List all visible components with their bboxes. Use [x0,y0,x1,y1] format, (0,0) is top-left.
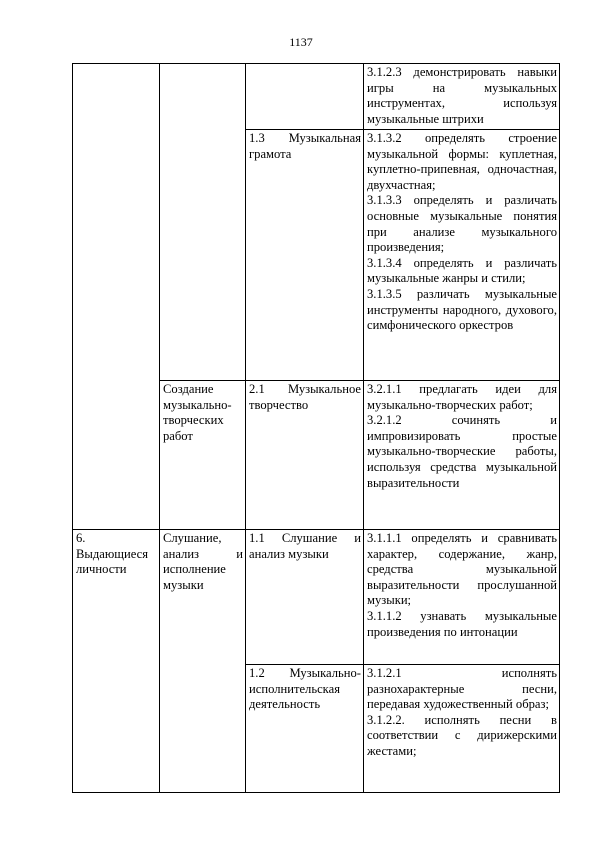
subsection-cell [246,64,364,130]
subsection-cell: 1.3 Музыкальная грамота [246,130,364,381]
table-row [73,530,560,665]
objective-text: 3.2.1.1 предлагать идеи для музыкально-творческих работ; [367,382,557,412]
section-cell [160,64,246,381]
subsection-cell: 1.1 Слушание и анализ музыки [246,530,364,665]
objective-text: 3.2.1.2 сочинять и импровизировать простые музыкально-творческие работы, используя средства музыкальной выразительности [367,413,557,490]
objectives-cell [364,130,560,381]
page-number: 1137 [289,35,313,49]
theme-cell [73,64,160,530]
objective-text: 3.1.3.2 определять строение музыкальной формы: куплетная, куплетно-припевная, одночастная, двухчастная; [367,131,557,192]
objective-text: 3.1.3.5 различать музыкальные инструменты народного, духового, симфонического оркестров [367,286,557,333]
subsection-cell: 1.2 Музыкально-исполнительская деятельность [246,665,364,793]
objective-text: 3.1.3.4 определять и различать музыкальные жанры и стили; [367,255,557,286]
objectives-cell [364,381,560,530]
objective-text: 3.1.2.3 демонстрировать навыки игры на музыкальных инструментах, используя музыкальные штрихи [367,65,557,126]
subsection-cell: 2.1 Музыкальное творчество [246,381,364,530]
curriculum-table [72,63,560,793]
objective-text: 3.1.1.1 определять и сравнивать характер, содержание, жанр, средства музыкальной выразительности прослушанной музыки; [367,531,557,608]
objective-text: 3.1.2.1 исполнять разнохарактерные песни, передавая художественный образ; [367,666,557,712]
theme-cell: 6. Выдающиеся личности [73,530,160,793]
section-cell: Создание музыкально-творческих работ [160,381,246,530]
table-row [73,64,560,130]
objectives-cell [364,64,560,130]
objectives-cell [364,665,560,793]
objectives-cell [364,530,560,665]
objective-text: 3.1.1.2 узнавать музыкальные произведения по интонации [367,608,557,639]
objective-text: 3.1.3.3 определять и различать основные музыкальные понятия при анализе музыкального произведения; [367,193,557,255]
section-cell: Слушание, анализ и исполнение музыки [160,530,246,793]
objective-text: 3.1.2.2. исполнять песни в соответствии с дирижерскими жестами; [367,712,557,758]
